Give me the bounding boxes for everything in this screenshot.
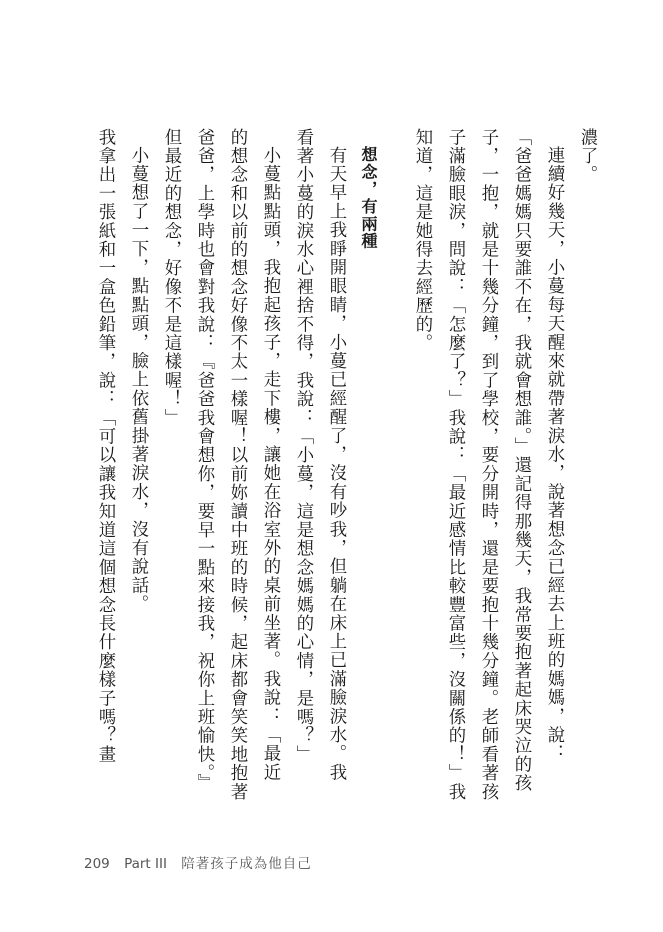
text-column: 連續好幾天，小蔓每天醒來就帶著淚水，說著想念已經去上班的媽媽，說： bbox=[544, 146, 564, 764]
text-column: 小蔓點點頭，我抱起孩子，走下樓，讓她在浴室外的桌前坐著。我說：「最近 bbox=[260, 146, 280, 783]
page-number: 209 bbox=[84, 856, 110, 872]
text-column: 有天早上我睜開眼睛，小蔓已經醒了，沒有吵我，但躺在床上已滿臉淚水。我 bbox=[326, 146, 346, 783]
chapter-title: 陪著孩子成為他自己 bbox=[181, 856, 312, 872]
text-column: 但最近的想念，好像不是這樣喔！」 bbox=[161, 128, 181, 428]
part-label: Part III bbox=[124, 856, 167, 872]
text-column: 知道，這是她得去經歷的。 bbox=[412, 128, 432, 353]
vertical-text-body bbox=[88, 128, 603, 808]
text-column: 子滿臉眼淚，問說：「怎麼了？」我說：「最近感情比較豐富些，沒關係的！」我 bbox=[445, 128, 465, 802]
section-heading: 想念，有兩種 bbox=[359, 145, 378, 250]
text-column: 的想念和以前的想念好像不太一樣喔！以前妳讀中班的時候，起床都會笑笑地抱著 bbox=[227, 128, 247, 802]
text-column: 看著小蔓的淚水心裡捨不得，我說：「小蔓，這是想念媽媽的心情，是嗎？」 bbox=[293, 128, 313, 764]
text-column: 子，一抱，就是十幾分鐘，到了學校，要分開時，還是要抱十幾分鐘。老師看著孩 bbox=[478, 128, 498, 802]
text-column: 我拿出一張紙和一盒色鉛筆，說：「可以讓我知道這個想念長什麼樣子嗎？畫 bbox=[95, 128, 115, 764]
text-column: 爸爸，上學時也會對我說：『爸爸我會想你，要早一點來接我，祝你上班愉快。』 bbox=[194, 128, 214, 793]
text-column: 「爸爸媽媽只要誰不在，我就會想誰。」還記得那幾天，我常要抱著起床哭泣的孩 bbox=[511, 128, 531, 793]
page-footer bbox=[84, 852, 322, 872]
text-column: 濃了。 bbox=[577, 128, 597, 185]
text-column: 小蔓想了一下，點點頭，臉上依舊掛著淚水，沒有說話。 bbox=[128, 146, 148, 614]
